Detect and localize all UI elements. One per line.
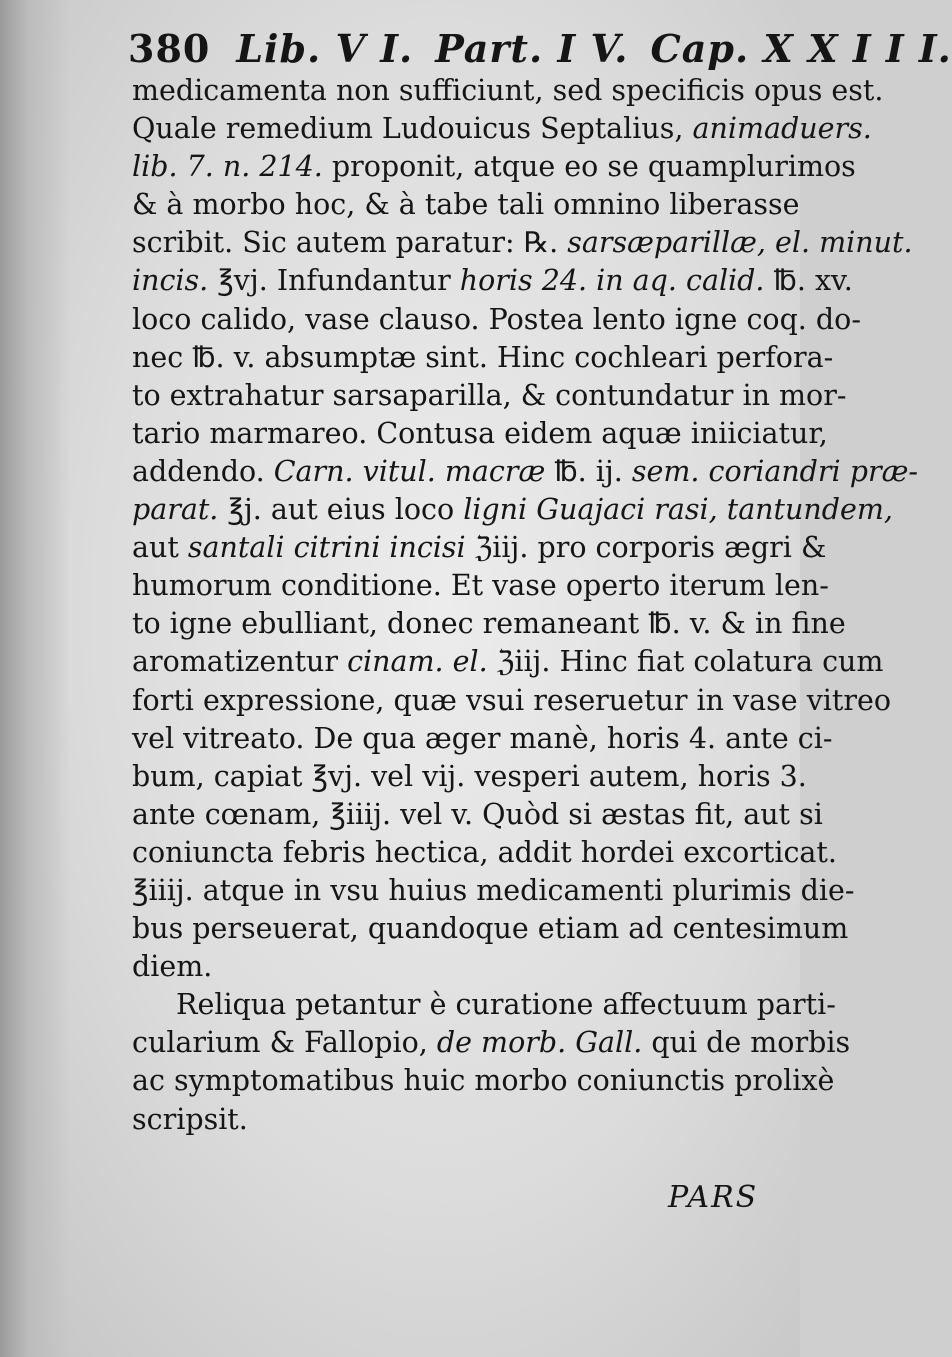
- page-gutter-shadow: [0, 0, 70, 1357]
- text-segment: ℨiij. Hinc fiat colatura cum: [487, 645, 884, 679]
- text-line: [132, 262, 853, 300]
- text-line: [132, 110, 872, 148]
- text-segment: ℥vj. Infundantur: [208, 264, 460, 298]
- text-segment: tario marmareo. Contusa eidem aquæ iniiciatur,: [132, 416, 828, 450]
- text-line: [132, 491, 893, 529]
- text-segment: humorum conditione. Et vase operto iterum len-: [132, 569, 829, 603]
- text-line: [132, 186, 800, 224]
- text-segment: diem.: [132, 950, 213, 984]
- italic-text: ligni Guajaci rasi, tantundem,: [463, 493, 893, 527]
- text-line: [132, 339, 834, 377]
- text-line: [132, 720, 833, 758]
- italic-text: sem. coriandri præ-: [631, 454, 919, 488]
- italic-text: parat.: [132, 493, 219, 527]
- text-line: [132, 148, 856, 186]
- text-line: [132, 834, 837, 872]
- italic-text: sarsæparillæ, el. minut.: [567, 226, 913, 260]
- text-segment: nec ℔. v. absumptæ sint. Hinc cochleari perfora-: [132, 340, 834, 374]
- text-segment: Quale remedium Ludouicus Septalius,: [132, 112, 693, 146]
- text-segment: vel vitreato. De qua æger manè, horis 4. ante ci-: [132, 721, 833, 755]
- text-segment: aromatizentur: [132, 645, 348, 679]
- text-segment: ℔. xv.: [764, 264, 853, 298]
- text-line: [132, 682, 892, 720]
- text-segment: coniuncta febris hectica, addit hordei excorticat.: [132, 835, 837, 869]
- text-segment: scribit. Sic autem paratur: ℞.: [132, 226, 568, 260]
- header-part: Part. I V.: [435, 26, 629, 71]
- text-segment: scripsit.: [132, 1102, 248, 1136]
- header-book: Lib. V I.: [236, 26, 414, 71]
- text-segment: qui de morbis: [642, 1026, 851, 1060]
- page-number: 380: [128, 26, 211, 71]
- text-line: [132, 224, 913, 262]
- text-segment: bus perseuerat, quandoque etiam ad centesimum: [132, 912, 849, 946]
- text-line: [132, 910, 849, 948]
- text-segment: ℥j. aut eius loco: [218, 493, 464, 527]
- text-line: [132, 872, 855, 910]
- text-segment: & à morbo hoc, & à tabe tali omnino liberasse: [132, 188, 800, 222]
- italic-text: lib. 7. n. 214.: [132, 150, 323, 184]
- text-line: [132, 605, 846, 643]
- italic-text: Carn. vitul. macræ: [273, 454, 546, 488]
- text-segment: to extrahatur sarsaparilla, & contundatur in mor-: [132, 378, 847, 412]
- text-segment: addendo.: [132, 454, 274, 488]
- body-text: [132, 72, 919, 1139]
- text-line: [132, 72, 884, 110]
- text-segment: medicamenta non sufficiunt, sed specificis opus est.: [132, 74, 884, 107]
- catchword: PARS: [668, 1180, 759, 1215]
- text-segment: cularium & Fallopio,: [132, 1026, 437, 1060]
- italic-text: incis.: [132, 264, 209, 298]
- text-line: [132, 758, 807, 796]
- text-line: [132, 301, 861, 339]
- text-line: [132, 453, 919, 491]
- text-segment: forti expressione, quæ vsui reseruetur in vase vitreo: [132, 683, 892, 717]
- text-segment: Reliqua petantur è curatione affectuum parti-: [176, 988, 836, 1022]
- text-line: [132, 529, 827, 567]
- running-header: [128, 26, 952, 71]
- text-line: [132, 1062, 835, 1100]
- header-chapter: Cap. X X I I I.: [650, 26, 952, 71]
- italic-text: horis 24. in aq. calid.: [459, 264, 765, 298]
- text-segment: ac symptomatibus huic morbo coniunctis prolixè: [132, 1064, 835, 1098]
- text-segment: ℥iiij. atque in vsu huius medicamenti plurimis die-: [132, 873, 855, 907]
- text-line: [132, 415, 828, 453]
- text-line: [132, 986, 836, 1024]
- text-segment: proponit, atque eo se quamplurimos: [322, 150, 856, 184]
- text-line: [132, 1101, 768, 1139]
- text-line: [132, 643, 884, 681]
- text-segment: aut: [132, 531, 188, 565]
- text-line: [132, 796, 823, 834]
- italic-text: cinam. el.: [347, 645, 488, 679]
- text-segment: ante cœnam, ℥iiij. vel v. Quòd si æstas fit, aut si: [132, 797, 823, 831]
- text-line: [132, 948, 768, 986]
- text-segment: bum, capiat ℥vj. vel vij. vesperi autem, horis 3.: [132, 759, 807, 793]
- text-line: [132, 567, 829, 605]
- text-line: [132, 1024, 851, 1062]
- italic-text: animaduers.: [692, 112, 872, 146]
- italic-text: de morb. Gall.: [436, 1026, 643, 1060]
- text-segment: ℔. ij.: [545, 454, 632, 488]
- text-segment: loco calido, vase clauso. Postea lento igne coq. do-: [132, 302, 861, 336]
- text-segment: ℨiij. pro corporis ægri &: [465, 531, 827, 565]
- italic-text: santali citrini incisi: [187, 531, 466, 565]
- text-line: [132, 377, 847, 415]
- text-segment: to igne ebulliant, donec remaneant ℔. v. & in fine: [132, 607, 846, 641]
